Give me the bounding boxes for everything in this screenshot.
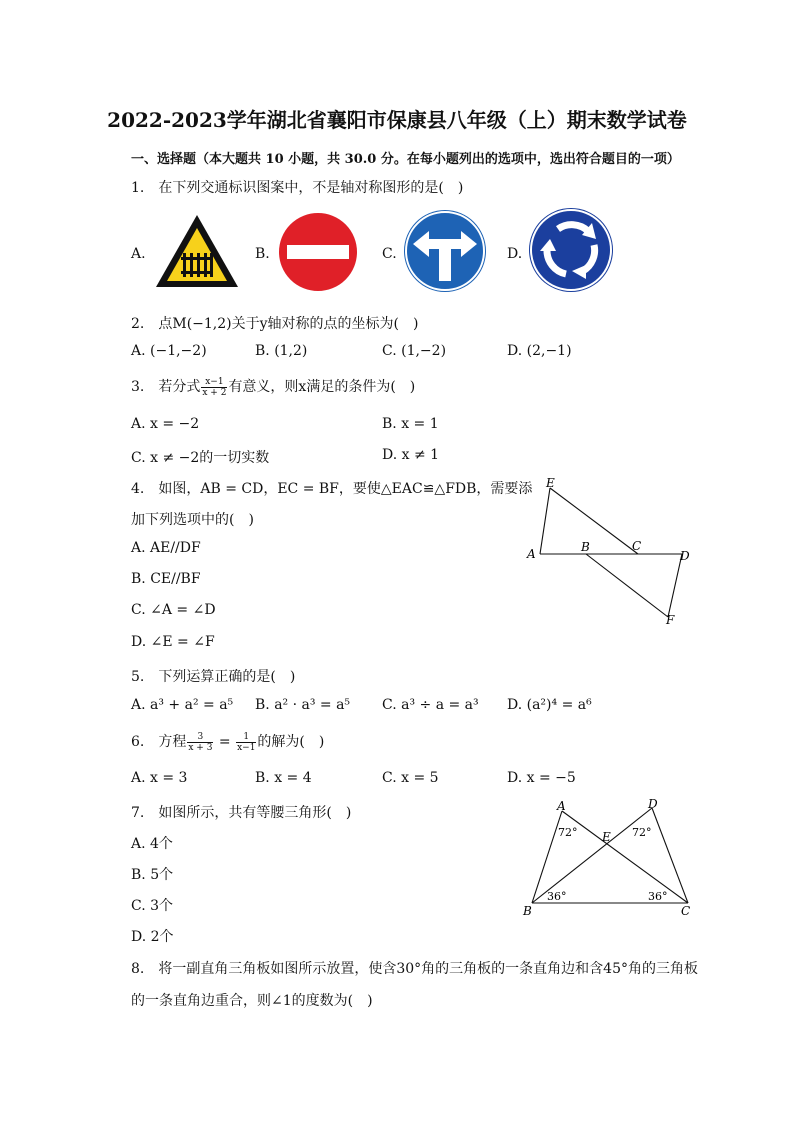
- q8-stem-line1: 8. 将一副直角三角板如图所示放置，使含30°角的三角板的一条直角边和含45°角的三角板: [131, 961, 698, 977]
- q6-opt-b: B. x = 4: [255, 770, 312, 786]
- q6-equals: =: [214, 734, 236, 750]
- page-title: 2022-2023学年湖北省襄阳市保康县八年级（上）期末数学试卷: [107, 108, 687, 132]
- q5-stem: 5. 下列运算正确的是( ): [131, 669, 296, 685]
- q7-angle-a: 72°: [558, 826, 578, 839]
- q6-fraction-right: [236, 732, 256, 753]
- q6-left-denominator: x + 3: [188, 742, 213, 753]
- q7-angle-d: 72°: [632, 826, 652, 839]
- q3-numerator: x−1: [201, 377, 227, 388]
- q6-stem: [131, 731, 324, 753]
- q4-label-e: E: [546, 476, 555, 490]
- q4-opt-a: A. AE//DF: [131, 540, 201, 556]
- q7-opt-d: D. 2个: [131, 929, 174, 945]
- q7-angle-b: 36°: [547, 890, 567, 903]
- q3-stem: [131, 376, 415, 398]
- q7-stem: 7. 如图所示，共有等腰三角形( ): [131, 805, 352, 821]
- q3-suffix: 有意义，则x满足的条件为( ): [228, 379, 416, 395]
- q5-opt-b: B. a² · a³ = a⁵: [255, 697, 351, 713]
- warning-sign-icon: [153, 211, 241, 291]
- q4-label-b: B: [581, 540, 590, 554]
- q4-label-d: D: [680, 549, 690, 563]
- q7-angle-c: 36°: [648, 890, 668, 903]
- q4-opt-b: B. CE//BF: [131, 571, 201, 587]
- q6-right-denominator: x−1: [237, 742, 256, 753]
- q2-opt-a: A. (−1,−2): [131, 343, 207, 359]
- q7-label-c: C: [681, 904, 691, 918]
- q4-opt-c: C. ∠A = ∠D: [131, 602, 216, 618]
- q7-label-d: D: [648, 797, 658, 811]
- q5-opt-c: C. a³ ÷ a = a³: [382, 697, 479, 713]
- q3-opt-b: B. x = 1: [382, 416, 439, 432]
- q4-stem-line2: 加下列选项中的( ): [131, 512, 254, 528]
- q1-opt-a: A.: [131, 246, 146, 262]
- q2-opt-b: B. (1,2): [255, 343, 308, 359]
- q2-opt-c: C. (1,−2): [382, 343, 447, 359]
- q3-fraction: [201, 377, 227, 398]
- q4-label-f: F: [666, 613, 675, 626]
- q2-stem: 2. 点M(−1,2)关于y轴对称的点的坐标为( ): [131, 316, 419, 332]
- q1-opt-d: D.: [507, 246, 523, 262]
- q1-opt-c: C.: [382, 246, 397, 262]
- q4-figure: [520, 476, 700, 626]
- section-heading: 一、选择题（本大题共 10 小题，共 30.0 分。在每小题列出的选项中，选出符合题目的一项）: [131, 152, 680, 167]
- q4-label-c: C: [632, 539, 642, 553]
- q1-stem: 1. 在下列交通标识图案中，不是轴对称图形的是( ): [131, 180, 464, 196]
- q7-opt-c: C. 3个: [131, 898, 174, 914]
- q6-fraction-left: [187, 732, 213, 753]
- q2-opt-d: D. (2,−1): [507, 343, 572, 359]
- q4-stem-line1: 4. 如图，AB = CD，EC = BF，要使△EAC≌△FDB，需要添: [131, 481, 533, 497]
- q7-label-e: E: [602, 830, 611, 844]
- q4-label-a: A: [527, 547, 536, 561]
- q6-left-numerator: 3: [187, 732, 213, 743]
- q6-prefix: 6. 方程: [131, 734, 187, 750]
- q8-stem-line2: 的一条直角边重合，则∠1的度数为( ): [131, 993, 373, 1009]
- q6-suffix: 的解为( ): [257, 734, 325, 750]
- q6-right-numerator: 1: [236, 732, 256, 743]
- q3-prefix: 3. 若分式: [131, 379, 201, 395]
- q5-opt-a: A. a³ + a² = a⁵: [131, 697, 234, 713]
- q7-opt-a: A. 4个: [131, 836, 173, 852]
- q6-opt-c: C. x = 5: [382, 770, 439, 786]
- q5-opt-d: D. (a²)⁴ = a⁶: [507, 697, 592, 713]
- turn-left-right-sign-icon: [403, 209, 487, 293]
- q6-opt-d: D. x = −5: [507, 770, 576, 786]
- q3-opt-d: D. x ≠ 1: [382, 447, 440, 463]
- q3-opt-c: C. x ≠ −2的一切实数: [131, 450, 270, 466]
- q3-denominator: x + 2: [202, 387, 227, 398]
- q1-opt-b: B.: [255, 246, 270, 262]
- roundabout-sign-icon: [528, 207, 614, 293]
- q7-opt-b: B. 5个: [131, 867, 174, 883]
- no-entry-sign-icon: [277, 211, 359, 293]
- q3-opt-a: A. x = −2: [131, 416, 200, 432]
- q7-label-a: A: [557, 799, 566, 813]
- q6-opt-a: A. x = 3: [131, 770, 188, 786]
- q7-label-b: B: [523, 904, 532, 918]
- q4-opt-d: D. ∠E = ∠F: [131, 634, 215, 650]
- q7-figure: [520, 796, 700, 921]
